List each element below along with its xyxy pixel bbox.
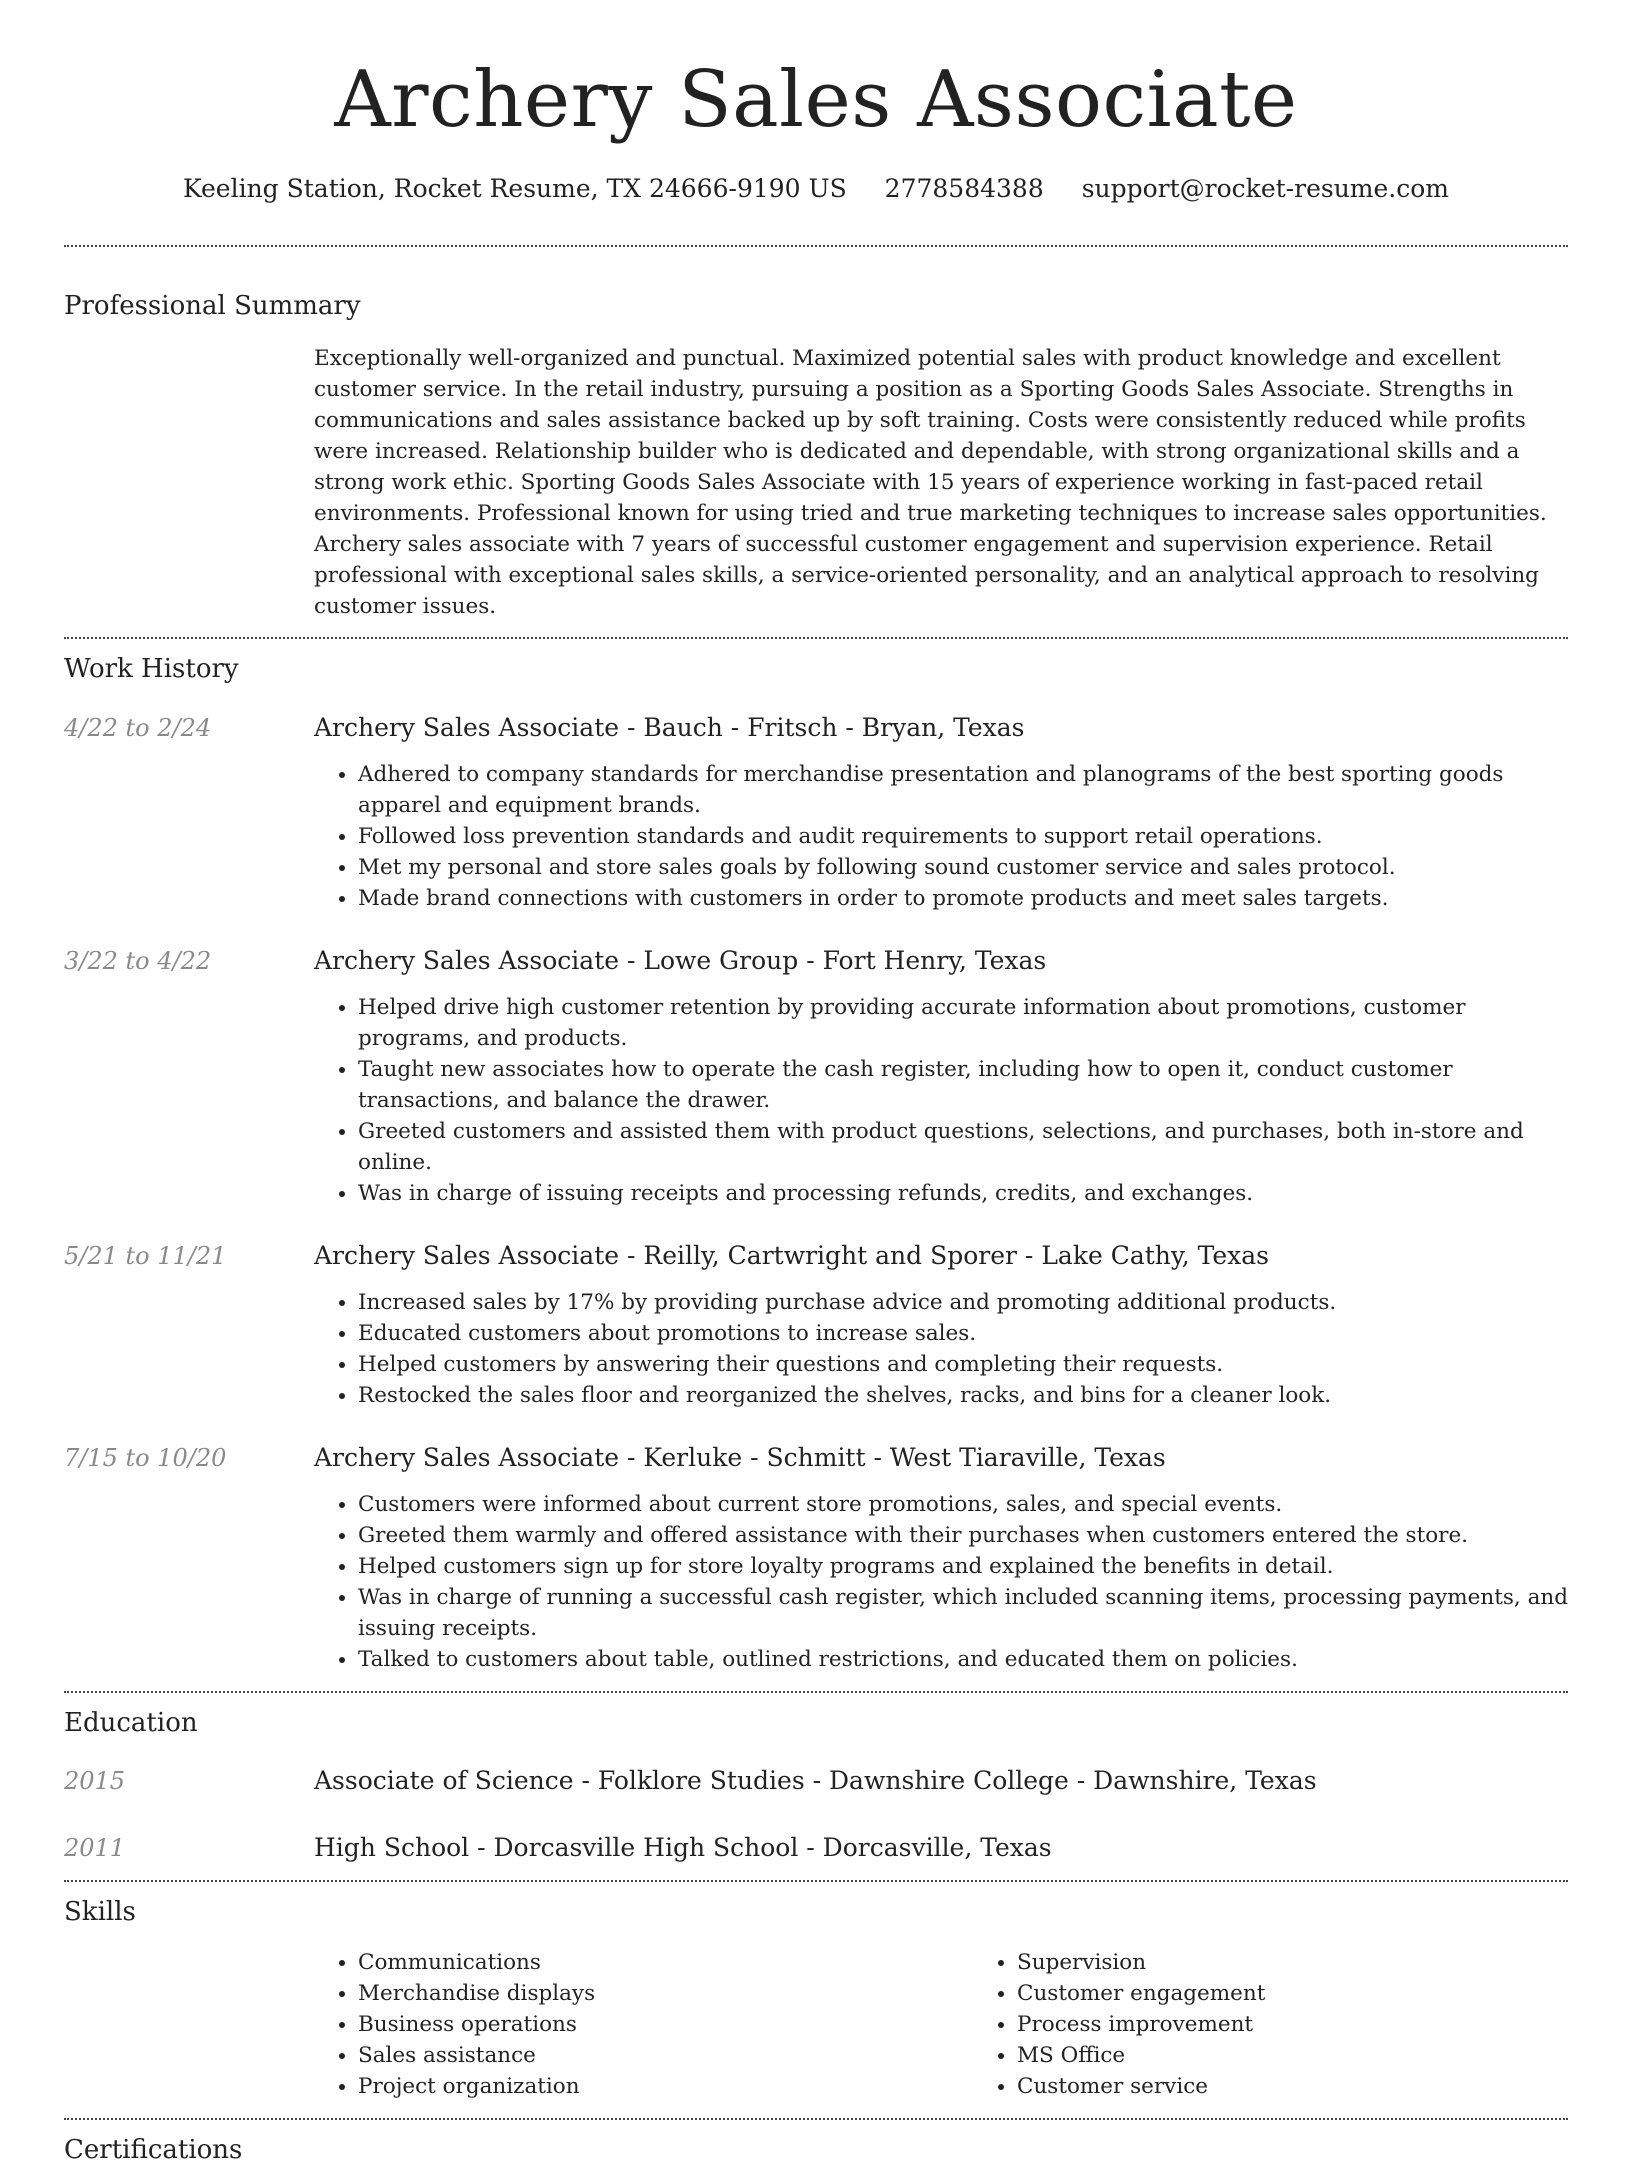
section-divider bbox=[64, 637, 1568, 639]
section-title-work-history: Work History bbox=[64, 654, 239, 684]
skills-list-left bbox=[314, 1947, 973, 2102]
education-text: Associate of Science - Folklore Studies - Dawnshire College - Dawnshire, Texas bbox=[314, 1766, 1317, 1795]
skill-item: • Supervision bbox=[1017, 1947, 1632, 1978]
job-bullet: • Was in charge of issuing receipts and processing refunds, credits, and exchanges. bbox=[358, 1178, 1568, 1209]
skill-item: • Business operations bbox=[358, 2009, 973, 2040]
education-text: High School - Dorcasville High School - Dorcasville, Texas bbox=[314, 1833, 1052, 1862]
job-bullet: • Made brand connections with customers in order to promote products and meet sales targets. bbox=[358, 883, 1568, 914]
job-bullet: • Met my personal and store sales goals by following sound customer service and sales protocol. bbox=[358, 852, 1568, 883]
job-dates: 3/22 to 4/22 bbox=[64, 947, 212, 975]
job-bullet: • Followed loss prevention standards and audit requirements to support retail operations. bbox=[358, 821, 1568, 852]
section-title-summary: Professional Summary bbox=[64, 291, 361, 321]
job-title: Archery Sales Associate - Bauch - Fritsch - Bryan, Texas bbox=[314, 713, 1025, 742]
summary-text: Exceptionally well-organized and punctual. Maximized potential sales with product knowledge and excellent customer service. In the retail industry, pursuing a position as a Sporting Goods Sales Associate. Strengths in communications and sales assistance backed up by soft training. Costs were consistently reduced while profits were increased. Relationship builder who is dedicated and dependable, with strong organizational skills and a strong work ethic. Sporting Goods Sales Associate with 15 years of experience working in fast-paced retail environments. Professional known for using tried and true marketing techniques to increase sales opportunities. Archery sales associate with 7 years of successful customer engagement and supervision experience. Retail professional with exceptional sales skills, a service-oriented personality, and an analytical approach to resolving customer issues. bbox=[314, 346, 1547, 619]
skill-item: • MS Office bbox=[1017, 2040, 1632, 2071]
job-bullet: • Helped drive high customer retention by providing accurate information about promotions, customer programs, and products. bbox=[358, 992, 1568, 1054]
job-bullet: • Greeted them warmly and offered assistance with their purchases when customers entered the store. bbox=[358, 1520, 1568, 1551]
job-bullets bbox=[314, 992, 1568, 1209]
job-bullets bbox=[314, 759, 1568, 914]
skill-item: • Customer service bbox=[1017, 2071, 1632, 2102]
job-title: Archery Sales Associate - Reilly, Cartwright and Sporer - Lake Cathy, Texas bbox=[314, 1241, 1269, 1270]
skill-item: • Merchandise displays bbox=[358, 1978, 973, 2009]
job-title: Archery Sales Associate - Lowe Group - Fort Henry, Texas bbox=[314, 946, 1047, 975]
job-entry bbox=[64, 1441, 1568, 1675]
job-bullet: • Adhered to company standards for merchandise presentation and planograms of the best sporting goods apparel and equipment brands. bbox=[358, 759, 1568, 821]
job-bullet: • Taught new associates how to operate the cash register, including how to open it, conduct customer transactions, and balance the drawer. bbox=[358, 1054, 1568, 1116]
job-title: Archery Sales Associate - Kerluke - Schmitt - West Tiaraville, Texas bbox=[314, 1443, 1166, 1472]
candidate-name: Archery Sales Associate bbox=[334, 55, 1298, 145]
section-title-skills: Skills bbox=[64, 1897, 136, 1927]
job-bullet: • Greeted customers and assisted them with product questions, selections, and purchases, both in-store and online. bbox=[358, 1116, 1568, 1178]
skills-row bbox=[64, 1947, 1568, 2102]
job-bullets bbox=[314, 1489, 1568, 1675]
contact-address: Keeling Station, Rocket Resume, TX 24666-9190 US bbox=[182, 174, 847, 203]
education-entry bbox=[64, 1764, 1568, 1798]
education-year: 2015 bbox=[64, 1767, 126, 1795]
skills-list-right bbox=[973, 1947, 1632, 2102]
job-bullet: • Was in charge of running a successful cash register, which included scanning items, processing payments, and issuing receipts. bbox=[358, 1582, 1568, 1644]
section-divider bbox=[64, 245, 1568, 247]
skill-item: • Sales assistance bbox=[358, 2040, 973, 2071]
education-year: 2011 bbox=[64, 1834, 126, 1862]
job-entry bbox=[64, 711, 1568, 914]
contact-line bbox=[64, 172, 1568, 206]
job-bullet: • Restocked the sales floor and reorganized the shelves, racks, and bins for a cleaner look. bbox=[358, 1380, 1568, 1411]
job-bullet: • Helped customers by answering their questions and completing their requests. bbox=[358, 1349, 1568, 1380]
skill-item: • Customer engagement bbox=[1017, 1978, 1632, 2009]
job-entry bbox=[64, 944, 1568, 1209]
job-bullet: • Customers were informed about current store promotions, sales, and special events. bbox=[358, 1489, 1568, 1520]
job-bullets bbox=[314, 1287, 1568, 1411]
job-bullet: • Talked to customers about table, outlined restrictions, and educated them on policies. bbox=[358, 1644, 1568, 1675]
job-bullet: • Increased sales by 17% by providing purchase advice and promoting additional products. bbox=[358, 1287, 1568, 1318]
job-bullet: • Educated customers about promotions to increase sales. bbox=[358, 1318, 1568, 1349]
section-divider bbox=[64, 1691, 1568, 1693]
contact-email: support@rocket-resume.com bbox=[1081, 174, 1449, 203]
skills-grid bbox=[314, 1947, 1632, 2102]
resume-page bbox=[64, 0, 1568, 2167]
section-divider bbox=[64, 1880, 1568, 1882]
skill-item: • Communications bbox=[358, 1947, 973, 1978]
summary-row bbox=[64, 343, 1568, 622]
contact-phone: 2778584388 bbox=[884, 174, 1044, 203]
section-title-education: Education bbox=[64, 1708, 198, 1738]
skill-item: • Project organization bbox=[358, 2071, 973, 2102]
section-divider bbox=[64, 2118, 1568, 2120]
skill-item: • Process improvement bbox=[1017, 2009, 1632, 2040]
job-dates: 5/21 to 11/21 bbox=[64, 1242, 227, 1270]
job-dates: 7/15 to 10/20 bbox=[64, 1444, 227, 1472]
section-title-certifications: Certifications bbox=[64, 2135, 243, 2165]
job-dates: 4/22 to 2/24 bbox=[64, 714, 212, 742]
education-entry bbox=[64, 1831, 1568, 1865]
job-bullet: • Helped customers sign up for store loyalty programs and explained the benefits in detail. bbox=[358, 1551, 1568, 1582]
job-entry bbox=[64, 1239, 1568, 1411]
